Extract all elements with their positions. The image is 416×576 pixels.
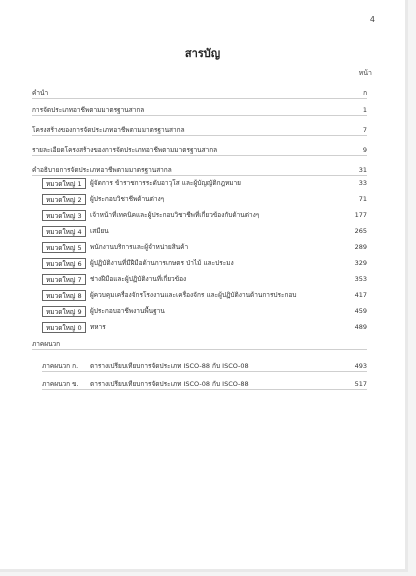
toc-entry-page: 1 xyxy=(362,106,367,114)
toc-entry-page: 31 xyxy=(358,166,367,174)
toc-entry-foreword xyxy=(32,87,367,99)
group-description: ผู้จัดการ ข้าราชการระดับอาวุโส และผู้บัญญัติกฎหมาย xyxy=(90,179,241,187)
toc-entry-structure xyxy=(32,124,367,136)
group-label: หมวดใหญ่ 5 xyxy=(46,244,82,252)
group-description: พนักงานบริการและผู้จำหน่ายสินค้า xyxy=(90,243,189,251)
group-label: หมวดใหญ่ 6 xyxy=(46,260,82,268)
group-page: 353 xyxy=(354,275,367,283)
toc-entry-classification xyxy=(32,104,367,116)
group-label-box xyxy=(42,194,86,205)
group-label: หมวดใหญ่ 7 xyxy=(46,276,82,284)
entry-underline xyxy=(32,175,367,176)
group-description: เจ้าหน้าที่เทคนิคและผู้ประกอบวิชาชีพที่เกี่ยวข้องกับด้านต่างๆ xyxy=(90,211,260,219)
group-label: หมวดใหญ่ 8 xyxy=(46,292,82,300)
group-label: หมวดใหญ่ 0 xyxy=(46,324,82,332)
toc-entry-page: 9 xyxy=(362,146,367,154)
group-page: 289 xyxy=(354,243,367,251)
group-description: ผู้ประกอบวิชาชีพด้านต่างๆ xyxy=(90,195,165,203)
appendix-page: 517 xyxy=(354,380,367,388)
group-page: 33 xyxy=(358,179,367,187)
toc-entry-text: การจัดประเภทอาชีพตามมาตรฐานสากล xyxy=(32,106,145,114)
group-label-box xyxy=(42,242,86,253)
group-label-box xyxy=(42,226,86,237)
page-number: 4 xyxy=(369,15,375,24)
group-label-box xyxy=(42,178,86,189)
group-description: ช่างฝีมือและผู้ปฏิบัติงานที่เกี่ยวข้อง xyxy=(90,275,187,283)
group-page: 459 xyxy=(354,307,367,315)
group-page: 71 xyxy=(358,195,367,203)
group-description: ผู้ปฏิบัติงานที่มีฝีมือด้านการเกษตร ป่าไม้ และประมง xyxy=(90,259,234,267)
group-page: 265 xyxy=(354,227,367,235)
group-page: 417 xyxy=(354,291,367,299)
appendix-label: ภาคผนวก ข. xyxy=(42,380,79,388)
toc-entry-page: 7 xyxy=(362,126,367,134)
toc-entry-text: คำอธิบายการจัดประเภทอาชีพตามมาตรฐานสากล xyxy=(32,166,172,174)
toc-entry-structure-detail xyxy=(32,144,367,156)
group-page: 329 xyxy=(354,259,367,267)
group-label: หมวดใหญ่ 2 xyxy=(46,196,82,204)
entry-underline xyxy=(32,135,367,136)
entry-underline xyxy=(42,389,367,390)
group-label: หมวดใหญ่ 3 xyxy=(46,212,82,220)
appendix-heading-row xyxy=(32,338,367,350)
group-label: หมวดใหญ่ 9 xyxy=(46,308,82,316)
entry-underline xyxy=(32,98,367,99)
entry-underline xyxy=(32,155,367,156)
group-description: ผู้ประกอบอาชีพงานพื้นฐาน xyxy=(90,307,165,315)
toc-entry-description xyxy=(32,164,367,176)
group-label: หมวดใหญ่ 1 xyxy=(46,180,82,188)
toc-entry-page: ก xyxy=(363,89,367,97)
group-label-box xyxy=(42,306,86,317)
group-description: ผู้ควบคุมเครื่องจักรโรงงานและเครื่องจักร และผู้ปฏิบัติงานด้านการประกอบ xyxy=(90,291,297,299)
group-page: 177 xyxy=(354,211,367,219)
appendix-label: ภาคผนวก ก. xyxy=(42,362,79,370)
entry-underline xyxy=(42,371,367,372)
appendix-entry xyxy=(42,378,367,390)
appendix-entry xyxy=(42,360,367,372)
appendix-description: ตารางเปรียบเทียบการจัดประเภท ISCO-08 กับ ISCO-88 xyxy=(90,380,249,388)
toc-entry-text: คำนำ xyxy=(32,89,49,97)
group-label-box xyxy=(42,290,86,301)
group-label-box xyxy=(42,258,86,269)
appendix-heading: ภาคผนวก xyxy=(32,340,61,348)
appendix-page: 493 xyxy=(354,362,367,370)
group-description: ทหาร xyxy=(90,323,106,331)
page-column-label: หน้า xyxy=(358,69,372,77)
toc-entry-text: โครงสร้างของการจัดประเภทอาชีพตามมาตรฐานสากล xyxy=(32,126,185,134)
group-page: 489 xyxy=(354,323,367,331)
group-label-box xyxy=(42,322,86,333)
group-label-box xyxy=(42,210,86,221)
group-label: หมวดใหญ่ 4 xyxy=(46,228,82,236)
entry-underline xyxy=(32,349,367,350)
group-description: เสมียน xyxy=(90,227,109,235)
toc-title: สารบัญ xyxy=(184,47,221,60)
appendix-description: ตารางเปรียบเทียบการจัดประเภท ISCO-88 กับ ISCO-08 xyxy=(90,362,249,370)
entry-underline xyxy=(32,115,367,116)
group-label-box xyxy=(42,274,86,285)
toc-entry-text: รายละเอียดโครงสร้างของการจัดประเภทอาชีพตามมาตรฐานสากล xyxy=(32,146,218,154)
